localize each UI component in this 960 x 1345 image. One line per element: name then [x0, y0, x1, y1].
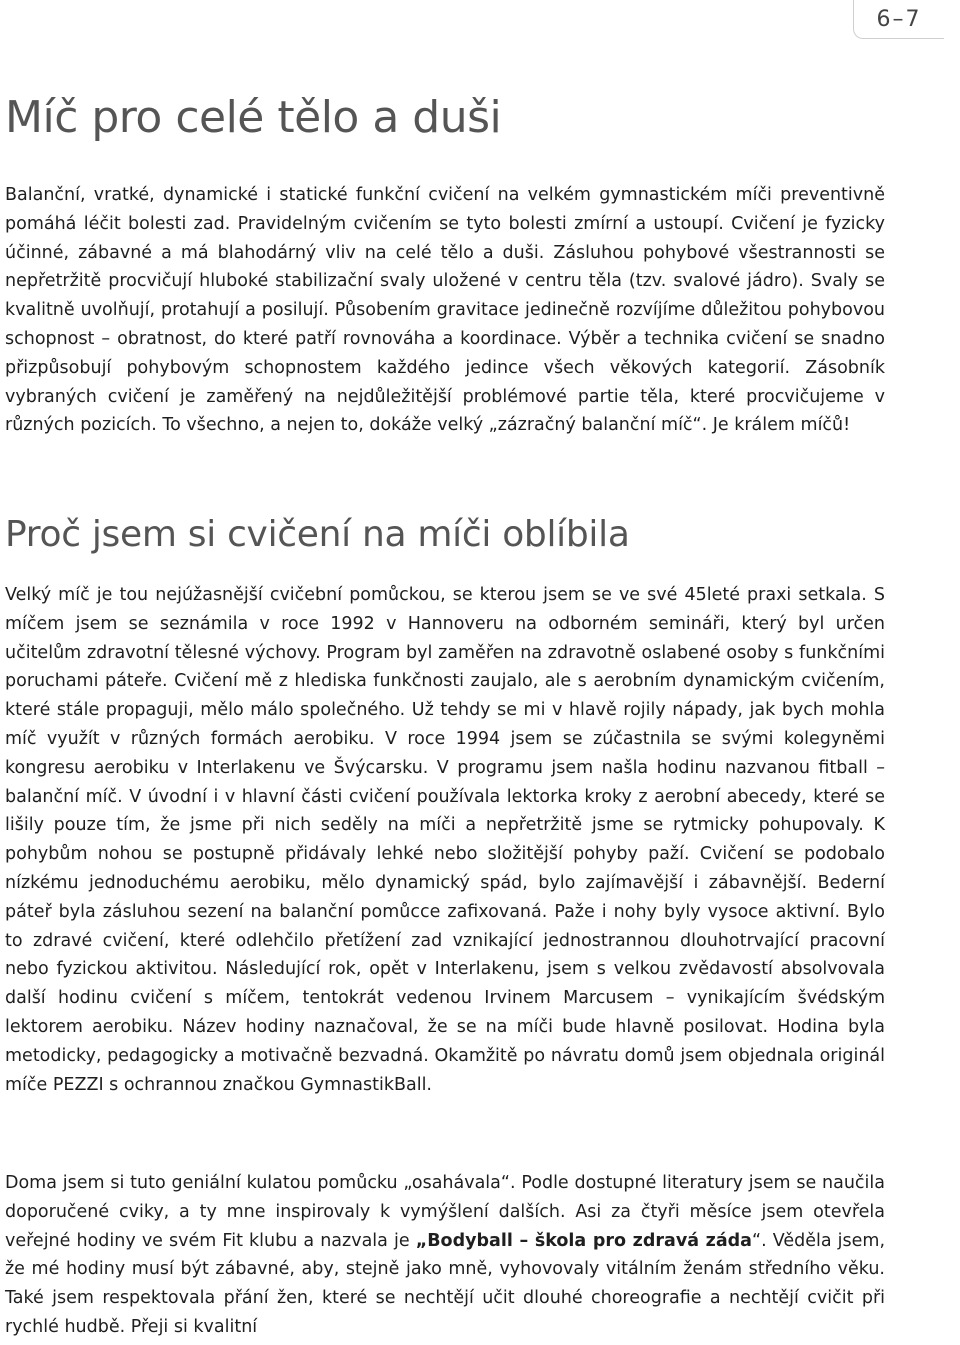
closing-text-start: Doma jsem si tuto geniální kulatou pomůcku „osahávala“. Podle dostupné literatury jsem se naučila doporučené cviky, a ty mne inspirovaly k vymýšlení dalších. Asi za čtyři měsíce jsem otevřela veřejné hodiny ve svém Fit klubu a nazvala je [5, 1173, 885, 1251]
page-number: 6–7 [853, 0, 944, 39]
bodyball-program-name: „Bodyball – škola pro zdravá záda [415, 1230, 752, 1251]
closing-text-end: “. Věděla jsem, že mé hodiny musí být zábavné, aby, stejně jako mně, vyhovovaly vitálním ženám středního věku. Také jsem respektovala přání žen, které se nechtějí učit dlouhé choreografie a nechtějí cvičit při rychlé hudbě. Přeji si kvalitní [5, 1230, 886, 1337]
article-title: Míč pro celé tělo a duši [5, 92, 502, 143]
closing-paragraph [5, 1169, 885, 1342]
story-paragraph: Velký míč je tou nejúžasnější cvičební pomůckou, se kterou jsem se ve své 45leté praxi setkala. S míčem jsem se seznámila v roce 1992 v Hannoveru na odborném semináři, který byl určen učitelům zdravotní tělesné výchovy. Program byl zaměřen na zdravotně oslabené osoby s funkčními poruchami páteře. Cvičení mě z hlediska funkčnosti zaujalo, ale s aerobním dynamickým cvičením, které stále propaguji, mělo málo společného. Už tehdy se mi v hlavě rojily nápady, jak bych mohla míč využít v různých formách aerobiku. V roce 1994 jsem se zúčastnila se svými kolegyněmi kongresu aerobiku v Interlakenu ve Švýcarsku. V programu jsem našla hodinu nazvanou fitball – balanční míč. V úvodní i v hlavní části cvičení používala lektorka kroky z aerobní abecedy, které se lišily pouze tím, že jsme při nich seděly na míči a nepřetržitě jsme se rytmicky pohupovaly. K pohybům nohou se postupně přidávaly lehké nebo složitější pohyby paží. Cvičení se podobalo nízkému jednoduchému aerobiku, mělo dynamický spád, bylo zajímavější i zábavnější. Bederní páteř byla zásluhou sezení na balanční pomůcce zafixovaná. Paže i nohy byly vysoce aktivní. Bylo to zdravé cvičení, které odlehčilo přetížení zad vznikající jednostrannou dlouhotrvající pracovní nebo fyzickou aktivitou. Následující rok, opět v Interlakenu, jsem s velkou zvědavostí absolvovala další hodinu cvičení s míčem, tentokrát vedenou Irvinem Marcusem – vynikajícím švédským lektorem aerobiku. Název hodiny naznačoval, že se na míči bude hlavně posilovat. Hodina byla metodicky, pedagogicky a motivačně bezvadná. Okamžitě po návratu domů jsem objednala originál míče PEZZI s ochrannou značkou GymnastikBall. [5, 585, 885, 1095]
intro-paragraph: Balanční, vratké, dynamické i statické funkční cvičení na velkém gymnastickém míči preventivně pomáhá léčit bolesti zad. Pravidelným cvičením se tyto bolesti zmírní a ustoupí. Cvičení je fyzicky účinné, zábavné a má blahodárný vliv na celé tělo a duši. Zásluhou pohybové všestrannosti se nepřetržitě procvičují hluboké stabilizační svaly uložené v centru těla (tzv. svalové jádro). Svaly se kvalitně uvolňují, protahují a posilují. Působením gravitace jedinečně rozvíjíme důležitou pohybovou schopnost – obratnost, do které patří rovnováha a koordinace. Výběr a technika cvičení se snadno přizpůsobují pohybovým schopnostem každého jedince všech věkových kategorií. Zásobník vybraných cvičení je zaměřený na nejdůležitější problémové partie těla, které procvičujeme v různých pozicích. To všechno, a nejen to, dokáže velký „zázračný balanční míč“. Je králem míčů! [5, 185, 885, 436]
section-title: Proč jsem si cvičení na míči oblíbila [5, 514, 630, 555]
